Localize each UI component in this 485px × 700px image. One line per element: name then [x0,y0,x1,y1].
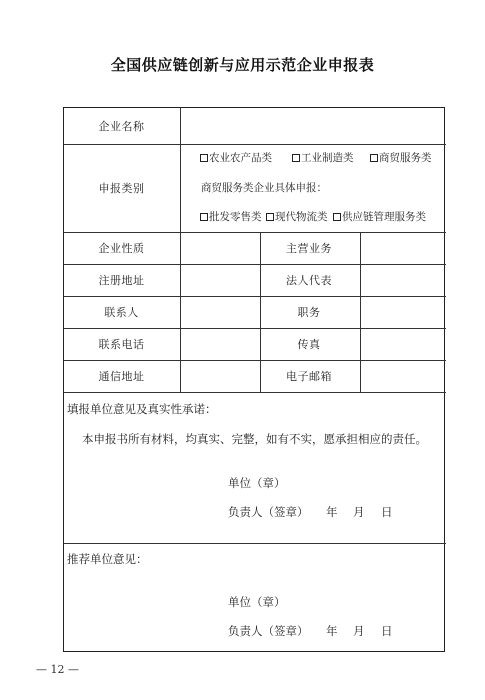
checkbox-icon[interactable] [266,213,274,221]
contact-label: 联系人 [104,306,139,319]
declaration-year: 年 [326,505,338,519]
reg-address-field[interactable] [181,264,258,294]
row-divider [64,392,446,393]
checkbox-icon[interactable] [292,154,300,162]
declaration-day: 日 [381,505,393,519]
option-label: 现代物流类 [275,211,328,223]
section-divider [64,543,446,544]
page-number: — 12 — [36,663,79,676]
declaration-signer: 负责人（签章） [228,505,309,519]
checkbox-icon[interactable] [200,154,208,162]
position-field[interactable] [361,296,444,326]
recommendation-signer: 负责人（签章） [228,624,309,638]
option-label: 农业农产品类 [209,152,272,164]
recommendation-unit-seal: 单位（章） [228,595,286,609]
main-business-field[interactable] [361,232,444,262]
legal-rep-label: 法人代表 [286,274,332,287]
fax-field[interactable] [361,328,444,358]
sub-option-wholesale-retail[interactable] [200,209,262,224]
legal-rep-field[interactable] [361,264,444,294]
option-label: 商贸服务类 [379,152,432,164]
commerce-sub-heading: 商贸服务类企业具体申报： [201,182,327,194]
reg-address-label: 注册地址 [98,274,145,287]
declaration-month: 月 [353,505,365,519]
checkbox-icon[interactable] [370,154,378,162]
recommendation-day: 日 [381,624,393,638]
phone-label: 联系电话 [98,338,145,351]
main-business-label: 主营业务 [286,242,332,255]
company-name-label: 企业名称 [98,120,145,133]
checkbox-icon[interactable] [200,213,208,221]
checkbox-icon[interactable] [333,213,341,221]
recommendation-year: 年 [326,624,338,638]
declaration-statement: 本申报书所有材料，均真实、完整，如有不实，愿承担相应的责任。 [82,432,427,446]
sub-option-logistics[interactable] [266,209,328,224]
form-title: 全国供应链创新与应用示范企业申报表 [110,56,375,74]
category-option-commerce[interactable] [370,150,432,165]
company-type-field[interactable] [181,232,258,262]
mail-address-label: 通信地址 [98,370,145,383]
mail-address-field[interactable] [181,360,258,390]
option-label: 批发零售类 [209,211,262,223]
recommendation-month: 月 [353,624,365,638]
email-field[interactable] [361,360,444,390]
fax-label: 传真 [297,338,321,351]
declaration-heading: 填报单位意见及真实性承诺： [67,402,217,416]
category-label: 申报类别 [98,182,145,195]
email-label: 电子邮箱 [286,370,332,383]
sub-option-supply-chain-service[interactable] [333,209,426,224]
row-divider [64,144,446,145]
recommendation-heading: 推荐单位意见： [67,552,148,566]
option-label: 工业制造类 [301,152,354,164]
declaration-unit-seal: 单位（章） [228,476,286,490]
category-option-manufacturing[interactable] [292,150,354,165]
phone-field[interactable] [181,328,258,358]
category-option-agriculture[interactable] [200,150,272,165]
company-type-label: 企业性质 [98,242,145,255]
position-label: 职务 [297,306,321,319]
option-label: 供应链管理服务类 [342,211,426,223]
company-name-field[interactable] [181,108,444,142]
contact-field[interactable] [181,296,258,326]
